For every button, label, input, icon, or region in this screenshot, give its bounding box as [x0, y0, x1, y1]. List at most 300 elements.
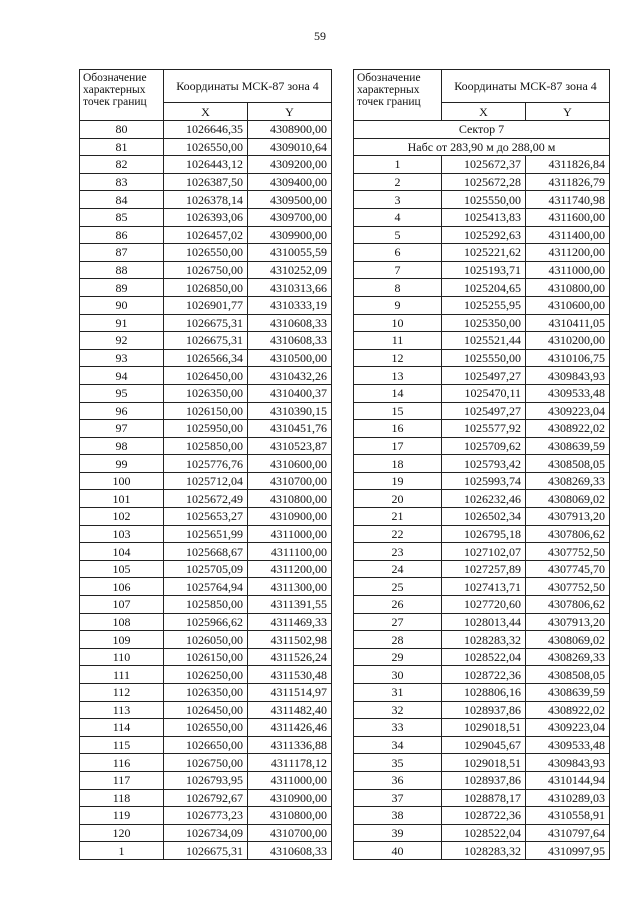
table-row — [354, 842, 610, 860]
coordinate-y: 4310432,26 — [248, 367, 332, 385]
coordinate-x: 1027257,89 — [442, 560, 526, 578]
table-row — [80, 771, 332, 789]
point-number: 37 — [354, 789, 442, 807]
table-row — [354, 807, 610, 825]
point-number: 11 — [354, 332, 442, 350]
point-number: 36 — [354, 771, 442, 789]
table-row — [80, 596, 332, 614]
coordinate-y: 4307806,62 — [526, 596, 610, 614]
point-number: 114 — [80, 719, 164, 737]
coordinate-x: 1025850,00 — [164, 437, 248, 455]
coordinate-x: 1026350,00 — [164, 384, 248, 402]
point-number: 90 — [80, 296, 164, 314]
coordinate-x: 1025793,42 — [442, 455, 526, 473]
coordinate-x: 1025221,62 — [442, 244, 526, 262]
coordinate-x: 1025668,67 — [164, 543, 248, 561]
table-row — [354, 666, 610, 684]
coordinate-y: 4308922,02 — [526, 701, 610, 719]
table-row — [80, 666, 332, 684]
coordinate-x: 1025764,94 — [164, 578, 248, 596]
coordinate-x: 1026457,02 — [164, 226, 248, 244]
coordinate-x: 1025705,09 — [164, 560, 248, 578]
right-table-body — [354, 121, 610, 860]
coordinate-x: 1028878,17 — [442, 789, 526, 807]
table-row — [80, 754, 332, 772]
point-number: 16 — [354, 420, 442, 438]
coordinate-y: 4310700,00 — [248, 472, 332, 490]
coordinate-x: 1027413,71 — [442, 578, 526, 596]
table-row — [354, 719, 610, 737]
coordinate-x: 1028283,32 — [442, 842, 526, 860]
coordinate-x: 1026150,00 — [164, 402, 248, 420]
coordinates-table-left — [79, 69, 332, 860]
coordinate-x: 1026050,00 — [164, 631, 248, 649]
point-number: 3 — [354, 191, 442, 209]
coordinate-y: 4310500,00 — [248, 349, 332, 367]
point-number: 86 — [80, 226, 164, 244]
coordinate-x: 1026675,31 — [164, 314, 248, 332]
left-table-body — [80, 121, 332, 860]
table-row — [354, 824, 610, 842]
table-row — [354, 420, 610, 438]
coordinate-y: 4308069,02 — [526, 490, 610, 508]
coordinate-y: 4310600,00 — [526, 296, 610, 314]
table-row — [80, 314, 332, 332]
table-row — [80, 648, 332, 666]
table-row — [80, 525, 332, 543]
point-number: 12 — [354, 349, 442, 367]
coordinate-y: 4310200,00 — [526, 332, 610, 350]
table-row — [80, 684, 332, 702]
coordinate-x: 1025577,92 — [442, 420, 526, 438]
coordinate-x: 1026566,34 — [164, 349, 248, 367]
point-number: 29 — [354, 648, 442, 666]
coordinate-x: 1027720,60 — [442, 596, 526, 614]
table-row — [354, 367, 610, 385]
point-number: 30 — [354, 666, 442, 684]
table-row — [80, 332, 332, 350]
coordinate-y: 4310451,76 — [248, 420, 332, 438]
point-number: 82 — [80, 156, 164, 174]
point-number: 4 — [354, 208, 442, 226]
table-row — [80, 244, 332, 262]
point-number: 91 — [80, 314, 164, 332]
sector-label: Сектор 7 — [354, 121, 610, 139]
table-row — [80, 508, 332, 526]
coordinate-y: 4307913,20 — [526, 613, 610, 631]
coordinate-y: 4310700,00 — [248, 824, 332, 842]
table-row — [354, 173, 610, 191]
point-number: 107 — [80, 596, 164, 614]
table-row — [80, 402, 332, 420]
header-x: X — [442, 103, 526, 121]
table-row — [354, 613, 610, 631]
coordinate-x: 1025521,44 — [442, 332, 526, 350]
table-row — [80, 490, 332, 508]
point-number: 32 — [354, 701, 442, 719]
table-row — [354, 472, 610, 490]
point-number: 115 — [80, 736, 164, 754]
table-row — [80, 719, 332, 737]
coordinate-y: 4311336,88 — [248, 736, 332, 754]
point-number: 93 — [80, 349, 164, 367]
coordinate-y: 4311826,79 — [526, 173, 610, 191]
coordinate-x: 1026734,09 — [164, 824, 248, 842]
coordinate-x: 1026443,12 — [164, 156, 248, 174]
coordinate-x: 1025470,11 — [442, 384, 526, 402]
coordinate-x: 1026646,35 — [164, 121, 248, 139]
coordinate-y: 4311400,00 — [526, 226, 610, 244]
table-row — [80, 367, 332, 385]
point-number: 33 — [354, 719, 442, 737]
table-row — [354, 701, 610, 719]
table-row — [354, 156, 610, 174]
point-number: 102 — [80, 508, 164, 526]
coordinate-y: 4308639,59 — [526, 684, 610, 702]
coordinate-x: 1025653,27 — [164, 508, 248, 526]
header-coordinate-system: Координаты МСК-87 зона 4 — [164, 70, 332, 103]
table-row — [354, 631, 610, 649]
point-number: 1 — [354, 156, 442, 174]
point-number: 20 — [354, 490, 442, 508]
coordinate-y: 4309223,04 — [526, 402, 610, 420]
coordinate-y: 4308639,59 — [526, 437, 610, 455]
coordinate-y: 4310797,64 — [526, 824, 610, 842]
point-number: 105 — [80, 560, 164, 578]
coordinate-y: 4311526,24 — [248, 648, 332, 666]
table-row — [354, 349, 610, 367]
coordinate-x: 1028937,86 — [442, 701, 526, 719]
coordinate-y: 4311469,33 — [248, 613, 332, 631]
coordinate-x: 1026750,00 — [164, 754, 248, 772]
point-number: 2 — [354, 173, 442, 191]
coordinate-y: 4309010,64 — [248, 138, 332, 156]
coordinate-x: 1026250,00 — [164, 666, 248, 684]
point-number: 104 — [80, 543, 164, 561]
point-number: 110 — [80, 648, 164, 666]
point-number: 95 — [80, 384, 164, 402]
table-row — [80, 384, 332, 402]
coordinate-x: 1026550,00 — [164, 244, 248, 262]
point-number: 19 — [354, 472, 442, 490]
coordinate-y: 4310800,00 — [248, 490, 332, 508]
table-row — [80, 437, 332, 455]
coordinate-y: 4311000,00 — [248, 525, 332, 543]
coordinate-y: 4310800,00 — [526, 279, 610, 297]
coordinate-y: 4310900,00 — [248, 789, 332, 807]
coordinate-y: 4307752,50 — [526, 543, 610, 561]
header-y: Y — [526, 103, 610, 121]
coordinate-x: 1025550,00 — [442, 349, 526, 367]
table-row — [354, 543, 610, 561]
coordinate-y: 4309533,48 — [526, 736, 610, 754]
coordinate-x: 1025350,00 — [442, 314, 526, 332]
table-row — [354, 332, 610, 350]
coordinate-x: 1025255,95 — [442, 296, 526, 314]
sector-row — [354, 121, 610, 139]
table-row — [354, 771, 610, 789]
coordinate-x: 1025413,83 — [442, 208, 526, 226]
coordinate-x: 1026550,00 — [164, 138, 248, 156]
coordinate-y: 4311826,84 — [526, 156, 610, 174]
table-row — [354, 437, 610, 455]
coordinate-x: 1028722,36 — [442, 666, 526, 684]
coordinate-y: 4308069,02 — [526, 631, 610, 649]
table-row — [80, 279, 332, 297]
point-number: 22 — [354, 525, 442, 543]
coordinate-x: 1026350,00 — [164, 684, 248, 702]
coordinate-y: 4310600,00 — [248, 455, 332, 473]
point-number: 39 — [354, 824, 442, 842]
coordinate-x: 1026150,00 — [164, 648, 248, 666]
coordinate-y: 4310608,33 — [248, 314, 332, 332]
table-row — [354, 191, 610, 209]
coordinate-x: 1026675,31 — [164, 842, 248, 860]
coordinate-y: 4310144,94 — [526, 771, 610, 789]
coordinate-y: 4311000,00 — [526, 261, 610, 279]
coordinate-x: 1026550,00 — [164, 719, 248, 737]
point-number: 15 — [354, 402, 442, 420]
header-point-designation: Обозначение характерных точек границ — [354, 70, 442, 121]
table-row — [354, 736, 610, 754]
table-row — [80, 226, 332, 244]
coordinate-y: 4308269,33 — [526, 472, 610, 490]
coordinate-y: 4310313,66 — [248, 279, 332, 297]
point-number: 118 — [80, 789, 164, 807]
coordinate-y: 4307752,50 — [526, 578, 610, 596]
table-row — [80, 631, 332, 649]
coordinate-x: 1028013,44 — [442, 613, 526, 631]
coordinate-y: 4309500,00 — [248, 191, 332, 209]
coordinate-x: 1026232,46 — [442, 490, 526, 508]
point-number: 89 — [80, 279, 164, 297]
table-row — [354, 560, 610, 578]
coordinate-y: 4310390,15 — [248, 402, 332, 420]
point-number: 26 — [354, 596, 442, 614]
table-row — [354, 789, 610, 807]
elevation-range-label: Набс от 283,90 м до 288,00 м — [354, 138, 610, 156]
point-number: 9 — [354, 296, 442, 314]
point-number: 103 — [80, 525, 164, 543]
coordinate-y: 4307806,62 — [526, 525, 610, 543]
coordinates-table-right — [353, 69, 610, 860]
coordinate-y: 4309533,48 — [526, 384, 610, 402]
header-x: X — [164, 103, 248, 121]
point-number: 108 — [80, 613, 164, 631]
table-row — [80, 261, 332, 279]
coordinate-x: 1025292,63 — [442, 226, 526, 244]
point-number: 116 — [80, 754, 164, 772]
point-number: 109 — [80, 631, 164, 649]
point-number: 17 — [354, 437, 442, 455]
coordinate-y: 4310289,03 — [526, 789, 610, 807]
coordinate-x: 1026773,23 — [164, 807, 248, 825]
table-row — [354, 596, 610, 614]
point-number: 80 — [80, 121, 164, 139]
coordinate-y: 4311740,98 — [526, 191, 610, 209]
table-row — [354, 455, 610, 473]
point-number: 31 — [354, 684, 442, 702]
table-row — [80, 736, 332, 754]
coordinate-y: 4311178,12 — [248, 754, 332, 772]
coordinate-x: 1026378,14 — [164, 191, 248, 209]
coordinate-x: 1028806,16 — [442, 684, 526, 702]
table-row — [354, 684, 610, 702]
point-number: 84 — [80, 191, 164, 209]
point-number: 120 — [80, 824, 164, 842]
table-row — [80, 296, 332, 314]
coordinate-y: 4308269,33 — [526, 648, 610, 666]
table-row — [80, 191, 332, 209]
coordinate-y: 4311100,00 — [248, 543, 332, 561]
coordinate-y: 4308900,00 — [248, 121, 332, 139]
table-row — [80, 156, 332, 174]
point-number: 83 — [80, 173, 164, 191]
coordinate-x: 1028283,32 — [442, 631, 526, 649]
table-row — [80, 560, 332, 578]
table-row — [80, 208, 332, 226]
coordinate-y: 4310411,05 — [526, 314, 610, 332]
point-number: 8 — [354, 279, 442, 297]
coordinate-x: 1026502,34 — [442, 508, 526, 526]
table-row — [80, 842, 332, 860]
point-number: 113 — [80, 701, 164, 719]
coordinate-y: 4310106,75 — [526, 349, 610, 367]
table-row — [80, 613, 332, 631]
coordinate-x: 1025709,62 — [442, 437, 526, 455]
coordinate-x: 1028937,86 — [442, 771, 526, 789]
coordinate-x: 1025966,62 — [164, 613, 248, 631]
table-row — [354, 525, 610, 543]
coordinate-x: 1029018,51 — [442, 754, 526, 772]
table-row — [354, 296, 610, 314]
coordinate-x: 1025850,00 — [164, 596, 248, 614]
point-number: 18 — [354, 455, 442, 473]
table-row — [80, 824, 332, 842]
elevation-row — [354, 138, 610, 156]
point-number: 7 — [354, 261, 442, 279]
coordinate-x: 1026650,00 — [164, 736, 248, 754]
coordinate-x: 1028522,04 — [442, 648, 526, 666]
table-row — [354, 754, 610, 772]
coordinate-y: 4311200,00 — [526, 244, 610, 262]
coordinate-y: 4308508,05 — [526, 455, 610, 473]
point-number: 27 — [354, 613, 442, 631]
table-row — [80, 173, 332, 191]
coordinate-y: 4310608,33 — [248, 842, 332, 860]
table-row — [354, 578, 610, 596]
point-number: 106 — [80, 578, 164, 596]
coordinate-x: 1025497,27 — [442, 402, 526, 420]
coordinate-x: 1025497,27 — [442, 367, 526, 385]
coordinate-y: 4309200,00 — [248, 156, 332, 174]
header-coordinate-system: Координаты МСК-87 зона 4 — [442, 70, 610, 103]
point-number: 40 — [354, 842, 442, 860]
coordinate-y: 4308922,02 — [526, 420, 610, 438]
coordinate-x: 1026795,18 — [442, 525, 526, 543]
table-row — [80, 349, 332, 367]
coordinate-y: 4311514,97 — [248, 684, 332, 702]
coordinate-y: 4311482,40 — [248, 701, 332, 719]
table-row — [354, 402, 610, 420]
coordinate-x: 1026792,67 — [164, 789, 248, 807]
coordinate-x: 1025950,00 — [164, 420, 248, 438]
point-number: 6 — [354, 244, 442, 262]
table-row — [354, 261, 610, 279]
coordinate-y: 4311426,46 — [248, 719, 332, 737]
coordinate-y: 4311391,55 — [248, 596, 332, 614]
point-number: 25 — [354, 578, 442, 596]
coordinate-x: 1025672,37 — [442, 156, 526, 174]
coordinate-y: 4310800,00 — [248, 807, 332, 825]
coordinate-x: 1025993,74 — [442, 472, 526, 490]
coordinate-y: 4311502,98 — [248, 631, 332, 649]
coordinate-x: 1026850,00 — [164, 279, 248, 297]
table-row — [80, 121, 332, 139]
coordinate-y: 4311530,48 — [248, 666, 332, 684]
coordinate-x: 1026793,95 — [164, 771, 248, 789]
table-row — [80, 455, 332, 473]
point-number: 92 — [80, 332, 164, 350]
point-number: 1 — [80, 842, 164, 860]
coordinate-x: 1025672,28 — [442, 173, 526, 191]
coordinate-y: 4309223,04 — [526, 719, 610, 737]
coordinate-x: 1026450,00 — [164, 701, 248, 719]
table-row — [354, 490, 610, 508]
point-number: 38 — [354, 807, 442, 825]
table-row — [354, 208, 610, 226]
point-number: 88 — [80, 261, 164, 279]
point-number: 101 — [80, 490, 164, 508]
point-number: 10 — [354, 314, 442, 332]
point-number: 111 — [80, 666, 164, 684]
table-row — [354, 226, 610, 244]
coordinate-x: 1029018,51 — [442, 719, 526, 737]
point-number: 117 — [80, 771, 164, 789]
point-number: 119 — [80, 807, 164, 825]
coordinate-x: 1025672,49 — [164, 490, 248, 508]
table-row — [80, 420, 332, 438]
coordinate-y: 4308508,05 — [526, 666, 610, 684]
point-number: 35 — [354, 754, 442, 772]
point-number: 112 — [80, 684, 164, 702]
point-number: 94 — [80, 367, 164, 385]
coordinate-x: 1025651,99 — [164, 525, 248, 543]
coordinate-y: 4309400,00 — [248, 173, 332, 191]
point-number: 24 — [354, 560, 442, 578]
coordinate-x: 1026387,50 — [164, 173, 248, 191]
header-point-designation: Обозначение характерных точек границ — [80, 70, 164, 121]
coordinate-x: 1025550,00 — [442, 191, 526, 209]
point-number: 87 — [80, 244, 164, 262]
point-number: 23 — [354, 543, 442, 561]
coordinate-x: 1028522,04 — [442, 824, 526, 842]
page-number: 59 — [314, 29, 326, 43]
point-number: 85 — [80, 208, 164, 226]
coordinate-y: 4307913,20 — [526, 508, 610, 526]
point-number: 34 — [354, 736, 442, 754]
coordinate-x: 1027102,07 — [442, 543, 526, 561]
table-row — [354, 508, 610, 526]
coordinate-x: 1026901,77 — [164, 296, 248, 314]
coordinate-y: 4310523,87 — [248, 437, 332, 455]
coordinate-x: 1026675,31 — [164, 332, 248, 350]
coordinate-y: 4309843,93 — [526, 754, 610, 772]
coordinate-y: 4310900,00 — [248, 508, 332, 526]
coordinate-y: 4311300,00 — [248, 578, 332, 596]
coordinate-y: 4310055,59 — [248, 244, 332, 262]
coordinate-y: 4310252,09 — [248, 261, 332, 279]
